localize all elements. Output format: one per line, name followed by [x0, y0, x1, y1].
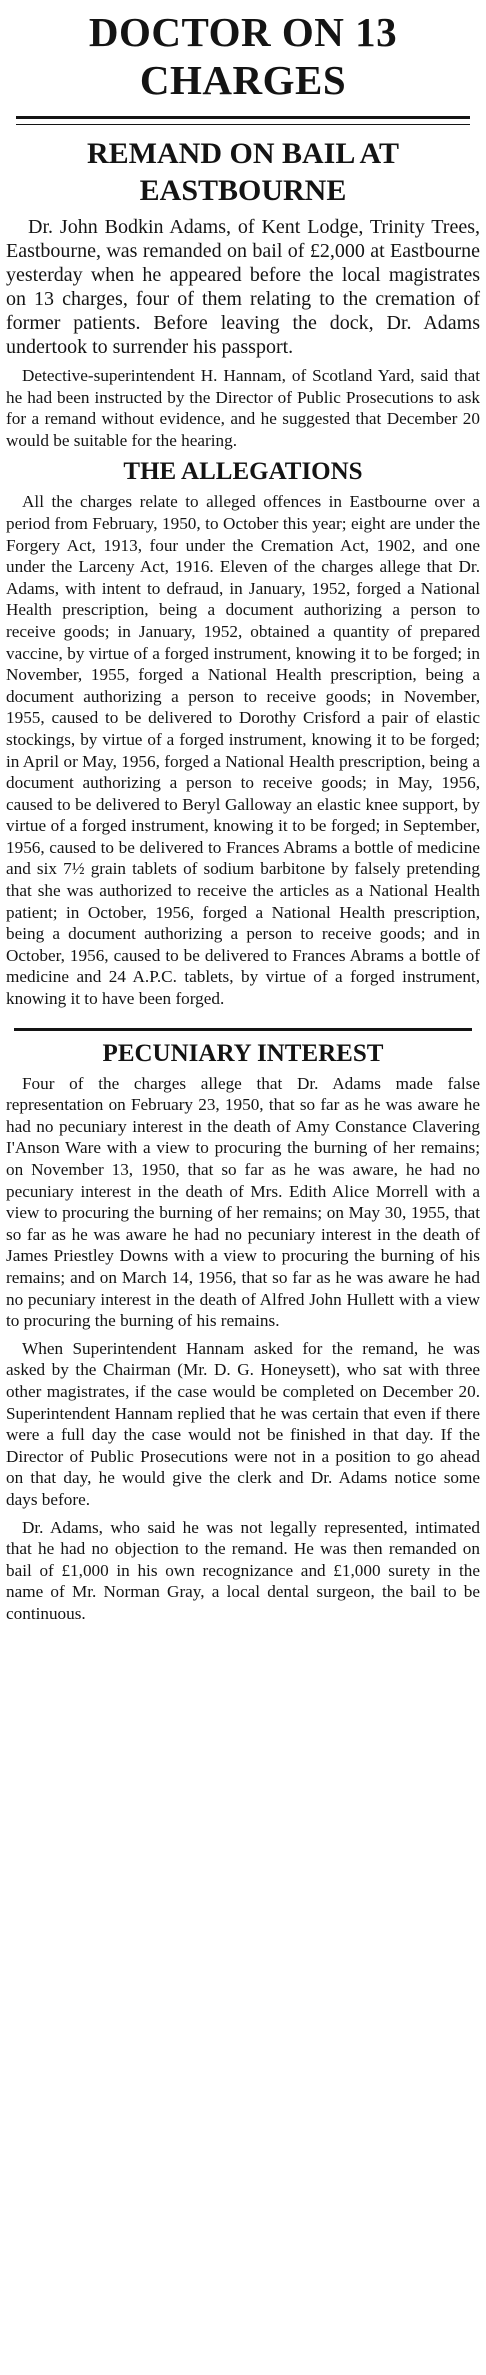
paragraph-remand-request: When Superintendent Hannam asked for the remand, he was asked by the Chairman (Mr. D. G. Honeysett), who sat with three other magistrates, if the case would be completed on December 20. Superintendent Hannam replied that he was certain that even if there were a full day the case would not be finished in that day. If the Director of Public Prosecutions were not in a position to go ahead on that day, he would give the clerk and Dr. Adams notice some days before.: [6, 1338, 480, 1509]
section-divider: [14, 1028, 472, 1031]
paragraph-allegations: All the charges relate to alleged offences in Eastbourne over a period from February, 1950, to October this year; eight are under the Forgery Act, 1913, four under the Cremation Act, 1902, and one under the Larceny Act, 1916. Eleven of the charges allege that Dr. Adams, with intent to defraud, in January, 1952, forged a National Health prescription, being a document authorizing a person to receive goods; in January, 1952, obtained a quantity of prepared vaccine, by virtue of a forged instrument, knowing it to be forged; in November, 1955, forged a National Health prescription, being a document authorizing a person to receive goods; in November, 1955, caused to be delivered to Dorothy Crisford a pair of elastic stockings, by virtue of a forged instrument, knowing it to be forged; in April or May, 1956, forged a National Health prescription, being a document authorizing a person to receive goods; in May, 1956, caused to be delivered to Beryl Galloway an elastic knee support, by virtue of a forged instrument, knowing it to be forged; in September, 1956, caused to be delivered to Frances Abrams a bottle of medicine and six 7½ grain tablets of sodium barbitone by falsely pretending that she was authorized to receive the articles as a National Health patient; in October, 1956, forged a National Health prescription, being a document authorizing a person to receive goods; and in October, 1956, caused to be delivered to Frances Abrams a bottle of medicine and 24 A.P.C. tablets, by virtue of a forged instrument, knowing it to have been forged.: [6, 492, 480, 1009]
subheadline: REMAND ON BAIL AT EASTBOURNE: [87, 137, 399, 207]
headline-rule: [16, 116, 470, 125]
headline: DOCTOR ON 13 CHARGES: [88, 9, 398, 103]
section-heading-pecuniary-interest: PECUNIARY INTEREST: [102, 1039, 384, 1067]
lead-paragraph: Dr. John Bodkin Adams, of Kent Lodge, Trinity Trees, Eastbourne, was remanded on bail of £2,000 at Eastbourne yesterday when he appeared before the local magistrates on 13 charges, four of them relating to the cremation of former patients. Before leaving the dock, Dr. Adams undertook to surrender his passport.: [6, 216, 480, 358]
section-heading-allegations: THE ALLEGATIONS: [123, 458, 363, 486]
paragraph-pecuniary-charges: Four of the charges allege that Dr. Adams made false representation on February 23, 1950, that so far as he was aware he had no pecuniary interest in the death of Amy Constance Clavering I'Anson Ware with a view to procuring the burning of her remains; on November 13, 1950, that so far as he was aware, he had no pecuniary interest in the death of Mrs. Edith Alice Morrell with a view to procuring the burning of her remains; on May 30, 1955, that so far as he was aware he had no pecuniary interest in the death of James Priestley Downs with a view to procuring the burning of his remains; and on March 14, 1956, that so far as he was aware he had no pecuniary interest in the death of Alfred John Hullett with a view to procuring the burning of his remains.: [6, 1073, 480, 1331]
paragraph-scotland-yard: Detective-superintendent H. Hannam, of Scotland Yard, said that he had been instructed by the Director of Public Prosecutions to ask for a remand without evidence, and he suggested that December 20 would be suitable for the hearing.: [6, 366, 480, 450]
paragraph-bail: Dr. Adams, who said he was not legally represented, intimated that he had no objection to the remand. He was then remanded on bail of £1,000 in his own recognizance and £1,000 surety in the name of Mr. Norman Gray, a local dental surgeon, the bail to be continuous.: [6, 1517, 480, 1623]
